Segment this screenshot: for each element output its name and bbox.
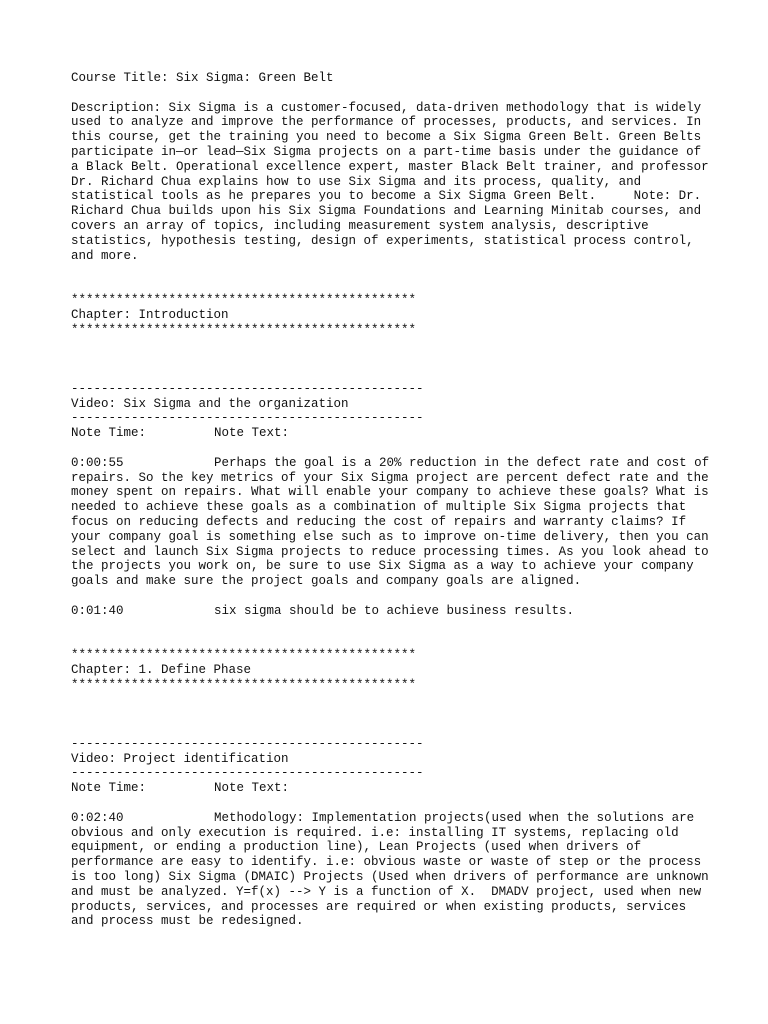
chapter-title: Chapter: 1. Define Phase: [71, 662, 252, 677]
document-page: [71, 71, 717, 929]
note-time: 0:00:55: [71, 455, 124, 470]
note-text: six sigma should be to achieve business results.: [214, 603, 575, 618]
notes-header: [71, 426, 711, 441]
chapter-title: Chapter: Introduction: [71, 307, 229, 322]
chapter-separator-bottom: **********************************************: [71, 322, 417, 337]
note-text-label: Note Text:: [214, 781, 290, 796]
notes-header: [71, 781, 711, 796]
video-title: Video: Project identification: [71, 751, 289, 766]
note-text: Perhaps the goal is a 20% reduction in the defect rate and cost of repairs. So the key metrics of your Six Sigma project are percent defect rate and the money spent on repairs. What will enable your company to achieve these goals? What is needed to achieve these goals as a combination of multiple Six Sigma projects that focus on reducing defects and reducing the cost of repairs and warranty claims? If your company goal is something else such as to improve on-time delivery, then you can select and launch Six Sigma projects to reduce processing times. As you look ahead to the projects you work on, be sure to use Six Sigma as a way to achieve your company goals and make sure the project goals and company goals are aligned.: [71, 455, 717, 589]
note-time: 0:01:40: [71, 603, 124, 618]
note-time: 0:02:40: [71, 810, 124, 825]
video-separator-top: -----------------------------------------------: [71, 736, 424, 751]
note-entry: [71, 455, 717, 589]
note-text-label: Note Text:: [214, 426, 290, 441]
chapter-separator-bottom: **********************************************: [71, 677, 417, 692]
note-time-label: Note Time:: [71, 426, 147, 441]
chapter-separator-top: **********************************************: [71, 292, 417, 307]
chapter-separator-top: **********************************************: [71, 648, 417, 663]
course-title: Course Title: Six Sigma: Green Belt: [71, 71, 334, 85]
video-separator-bottom: -----------------------------------------------: [71, 411, 424, 426]
note-text: Methodology: Implementation projects(used when the solutions are obvious and only execution is required. i.e: installing IT systems, replacing old equipment, or ending a production line), Lean Projects (used when drivers of performance are easy to identify. i.e: obvious waste or waste of step or the process is too long) Six Sigma (DMAIC) Projects (Used when drivers of performance are unknown and must be analyzed. Y=f(x) --> Y is a function of X. DMADV project, used when new products, services, and processes are required or when existing products, services and process must be redesigned.: [71, 810, 717, 929]
note-entry: [71, 810, 717, 929]
video-separator-bottom: -----------------------------------------------: [71, 766, 424, 781]
note-time-label: Note Time:: [71, 781, 147, 796]
note-entry: [71, 604, 711, 619]
course-description: Description: Six Sigma is a customer-focused, data-driven methodology that is widely used to analyze and improve the performance of processes, products, and services. In this course, get the training you need to become a Six Sigma Green Belt. Green Belts participate in—or lead—Six Sigma projects on a part-time basis under the guidance of a Black Belt. Operational excellence expert, master Black Belt trainer, and professor Dr. Richard Chua explains how to use Six Sigma and its process, quality, and statistical tools as he prepares you to become a Six Sigma Green Belt. Note: Dr. Richard Chua builds upon his Six Sigma Foundations and Learning Minitab courses, and covers an array of topics, including measurement system analysis, descriptive statistics, hypothesis testing, design of experiments, statistical process control, and more.: [71, 100, 717, 263]
video-title: Video: Six Sigma and the organization: [71, 396, 349, 411]
video-separator-top: -----------------------------------------------: [71, 381, 424, 396]
